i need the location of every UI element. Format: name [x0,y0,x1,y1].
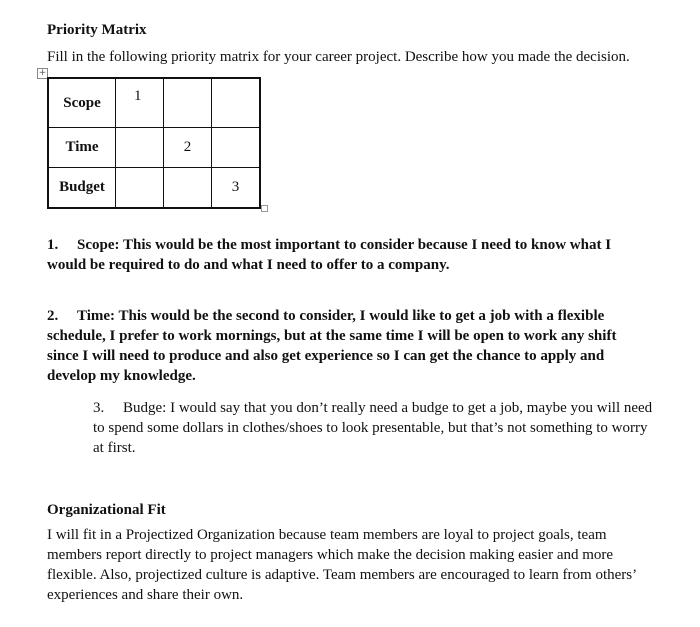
matrix-cell[interactable]: 2 [164,128,212,168]
list-item [47,306,647,386]
matrix-cell[interactable] [164,78,212,128]
list-item-text: Time: This would be the second to consider, I would like to get a job with a flexible schedule, I prefer to work mornings, but at the same time I will be open to work any shift since I will need to produce and also get experience so I can get the chance to apply and develop my knowledge. [47,308,617,384]
organizational-fit-text: I will fit in a Projectized Organization because team members are loyal to project goals, team members report directly to project managers which make the decision making easier and more flexible. Also, projectized culture is adaptive. Team members are encouraged to learn from others’ experiences and share their own. [47,527,636,603]
matrix-cell[interactable] [212,78,261,128]
priority-matrix-heading: Priority Matrix [47,22,147,38]
matrix-cell[interactable] [164,168,212,209]
list-item [93,398,653,458]
matrix-row-label[interactable]: Time [48,128,116,168]
matrix-row-scope [48,78,260,128]
list-item-number: 1. [47,237,59,253]
intro-text: Fill in the following priority matrix for your career project. Describe how you made the decision. [47,49,630,65]
list-item-text: Budge: I would say that you don’t really need a budge to get a job, maybe you will need to spend some dollars in clothes/shoes to look presentable, but that’s not something to worry at first. [93,400,653,456]
table-move-handle-icon[interactable]: + [38,68,47,78]
matrix-row-budget [48,168,260,209]
matrix-row-time [48,128,260,168]
list-item-number: 3. [93,400,105,416]
list-item-text: Scope: This would be the most important to consider because I need to know what I would be required to do and what I need to offer to a company. [47,237,612,273]
list-item [47,235,647,275]
matrix-cell[interactable]: 1 [116,78,164,128]
table-resize-handle-icon[interactable] [261,205,268,212]
matrix-cell[interactable] [116,128,164,168]
matrix-cell[interactable] [212,128,261,168]
matrix-cell[interactable]: 3 [212,168,261,209]
priority-matrix-table [47,77,261,209]
matrix-row-label[interactable]: Budget [48,168,116,209]
list-item-number: 2. [47,308,59,324]
matrix-row-label[interactable]: Scope [48,78,116,128]
matrix-cell[interactable] [116,168,164,209]
organizational-fit-heading: Organizational Fit [47,502,166,518]
